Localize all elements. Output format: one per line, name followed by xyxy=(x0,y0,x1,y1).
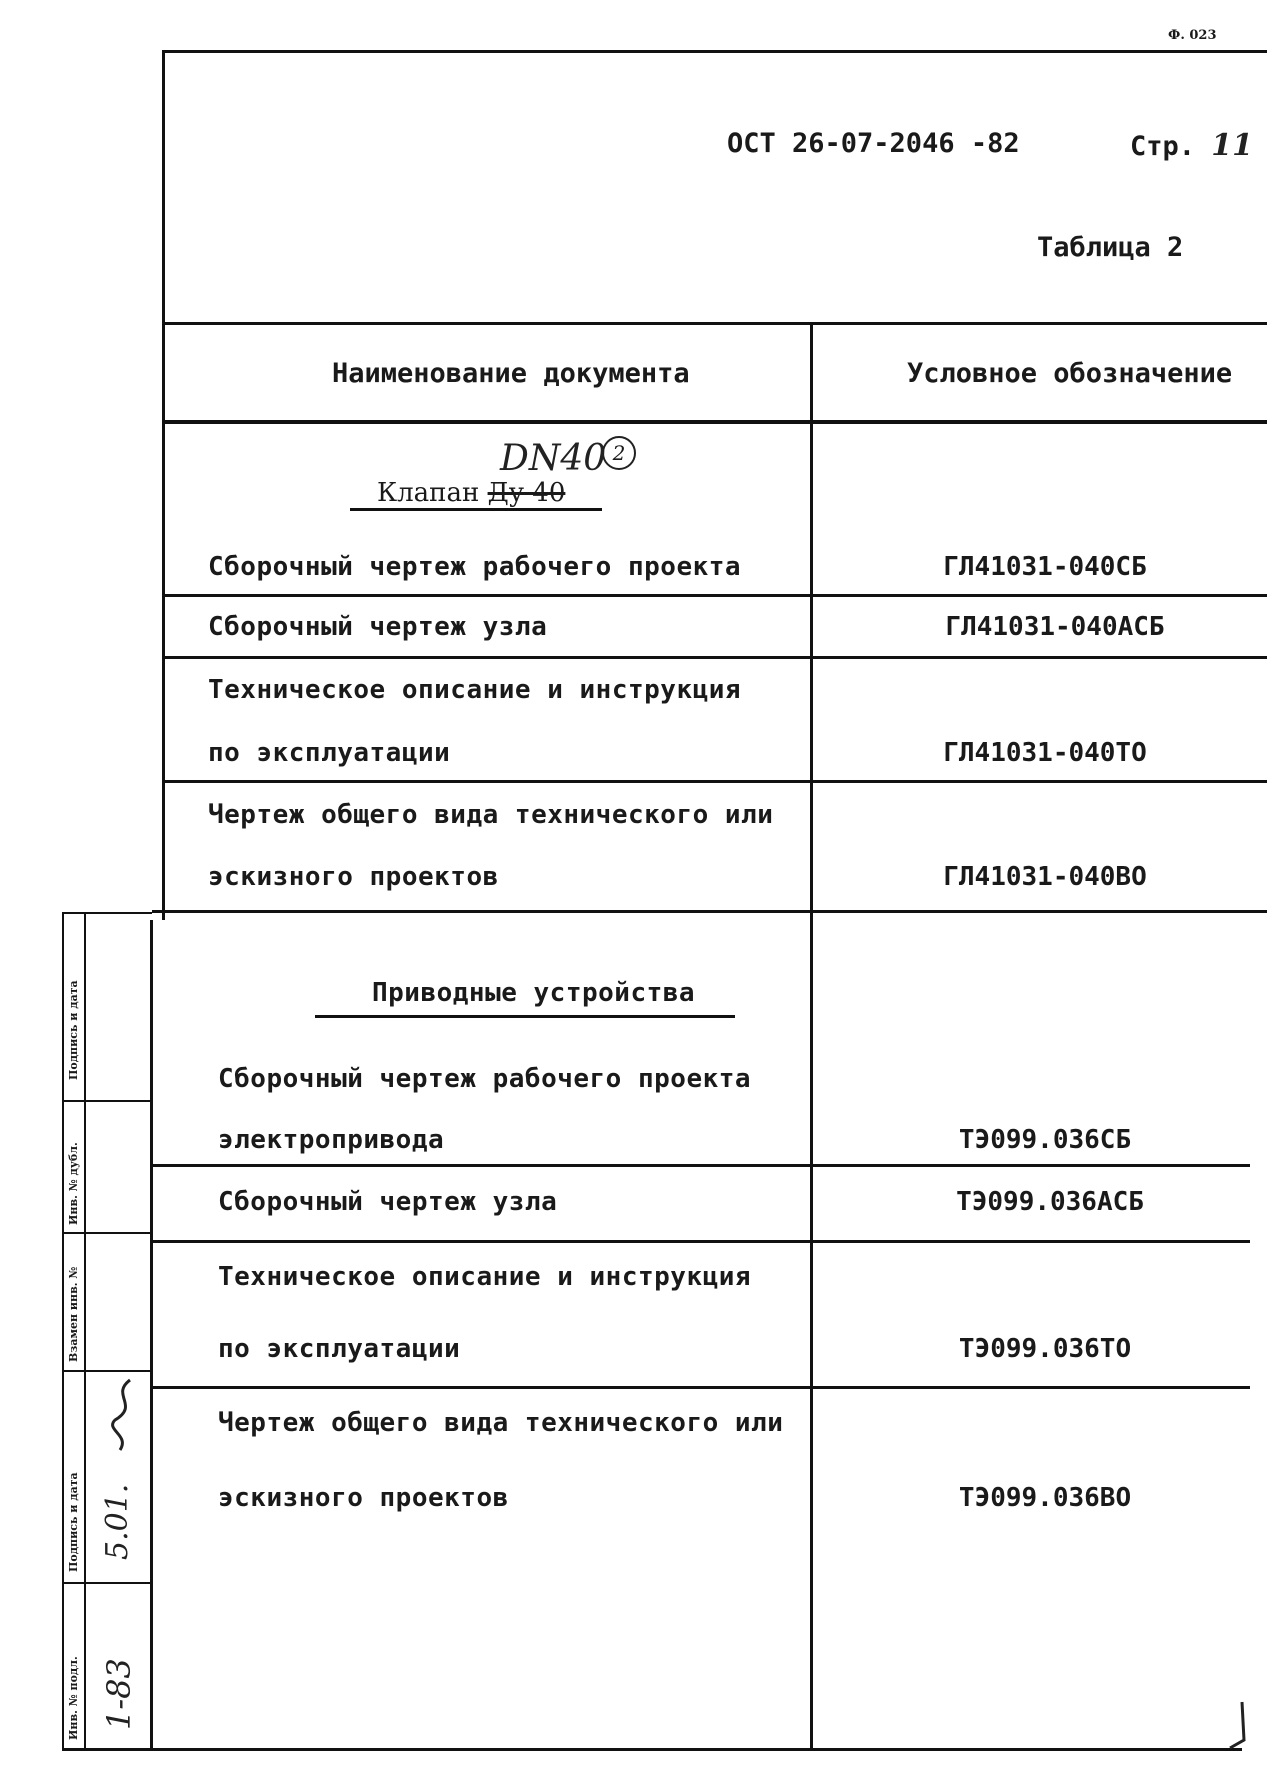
stamp-div-4 xyxy=(62,1582,152,1584)
s1-row2-name: Сборочный чертеж узла xyxy=(208,612,548,642)
column-header-name: Наименование документа xyxy=(332,358,690,389)
s1-row3-name-line2: по эксплуатации xyxy=(208,738,451,768)
section1-title-prefix: Клапан xyxy=(377,478,480,508)
standard-number: ОСТ 26-07-2046 -82 xyxy=(727,128,1020,159)
frame-top-line xyxy=(162,50,1267,53)
stamp-signature-scribble xyxy=(90,1375,150,1455)
handwritten-dn40 xyxy=(500,438,606,479)
s2-row1-name-line2: электропривода xyxy=(218,1125,445,1155)
stamp-div-3 xyxy=(62,1370,152,1372)
s1-row2-code: ГЛ41031-040АСБ xyxy=(945,612,1165,642)
s1-row4-name: Чертеж общего вида технического или xyxy=(208,800,774,830)
section2-title-underline xyxy=(315,1015,735,1018)
s1-row1-code: ГЛ41031-040СБ xyxy=(943,552,1147,582)
s2-row3-code: ТЭ099.036ТО xyxy=(958,1334,1132,1364)
section1-title-struck: Ду 40 xyxy=(487,478,566,508)
s2-row4-code: ТЭ099.036ВО xyxy=(958,1483,1132,1513)
page-label xyxy=(1130,128,1253,163)
stamp-div-2 xyxy=(62,1232,152,1234)
frame-left-line-lower xyxy=(150,920,153,1750)
section1-title xyxy=(377,478,565,508)
page-number: 11 xyxy=(1211,128,1254,163)
s1-row1-name: Сборочный чертеж рабочего проекта xyxy=(208,552,742,582)
header-bottom-line xyxy=(162,420,1267,424)
s2-row1-line xyxy=(150,1164,1250,1167)
s1-row4-code: ГЛ41031-040ВО xyxy=(943,862,1147,892)
s2-row2-name: Сборочный чертеж узла xyxy=(218,1187,558,1217)
column-divider xyxy=(810,322,813,1748)
stamp-label-signature-1: Подпись и дата xyxy=(67,980,80,1080)
s1-row3-code: ГЛ41031-040ТО xyxy=(943,738,1147,768)
s2-row4-name: Чертеж общего вида технического или xyxy=(218,1408,784,1438)
s2-row1-code: ТЭ099.036СБ xyxy=(958,1125,1132,1155)
s2-row3-line xyxy=(150,1386,1250,1389)
section1-title-underline xyxy=(350,508,602,511)
table-top-line xyxy=(162,322,1267,325)
stamp-label-orig-inv: Инв. № подл. xyxy=(67,1656,80,1740)
s1-row1-line xyxy=(162,594,1267,597)
s1-row3-line xyxy=(162,780,1267,783)
stamp-label-replace-inv: Взамен инв. № xyxy=(67,1266,80,1362)
s2-row4-name-line2: эскизного проектов xyxy=(218,1483,509,1513)
s1-row4-name-line2: эскизного проектов xyxy=(208,862,499,892)
dn-text: DN40 xyxy=(500,438,607,479)
s2-row2-line xyxy=(150,1240,1250,1243)
stamp-label-dup-inv: Инв. № дубл. xyxy=(67,1142,80,1225)
stamp-handwritten-inv: 1-83 xyxy=(100,1658,138,1730)
frame-bottom-line xyxy=(62,1748,1242,1751)
stamp-label-signature-2: Подпись и дата xyxy=(67,1472,80,1572)
page-label-text: Стр. xyxy=(1130,131,1196,162)
s2-row2-code: ТЭ099.036АСБ xyxy=(956,1187,1144,1217)
table-title: Таблица 2 xyxy=(1037,232,1184,263)
stamp-div-1 xyxy=(62,1100,152,1102)
stamp-left-line xyxy=(62,912,64,1750)
stamp-handwritten-date: 5.01. xyxy=(100,1483,135,1560)
s2-row1-name: Сборочный чертеж рабочего проекта xyxy=(218,1064,752,1094)
s1-row2-line xyxy=(162,656,1267,659)
s1-row4-line xyxy=(152,910,1267,913)
stamp-top-line xyxy=(62,912,152,914)
s1-row3-name: Техническое описание и инструкция xyxy=(208,675,742,705)
revision-mark xyxy=(602,436,636,470)
column-header-designation: Условное обозначение xyxy=(907,358,1233,389)
stamp-middle-line xyxy=(84,912,86,1750)
revision-number: 2 xyxy=(612,441,626,465)
corner-mark: Ф. 023 xyxy=(1168,28,1217,43)
corner-check-mark xyxy=(1222,1700,1252,1750)
section2-title: Приводные устройства xyxy=(372,978,696,1008)
frame-left-line xyxy=(162,50,165,920)
s2-row3-name-line2: по эксплуатации xyxy=(218,1334,461,1364)
s2-row3-name: Техническое описание и инструкция xyxy=(218,1262,752,1292)
